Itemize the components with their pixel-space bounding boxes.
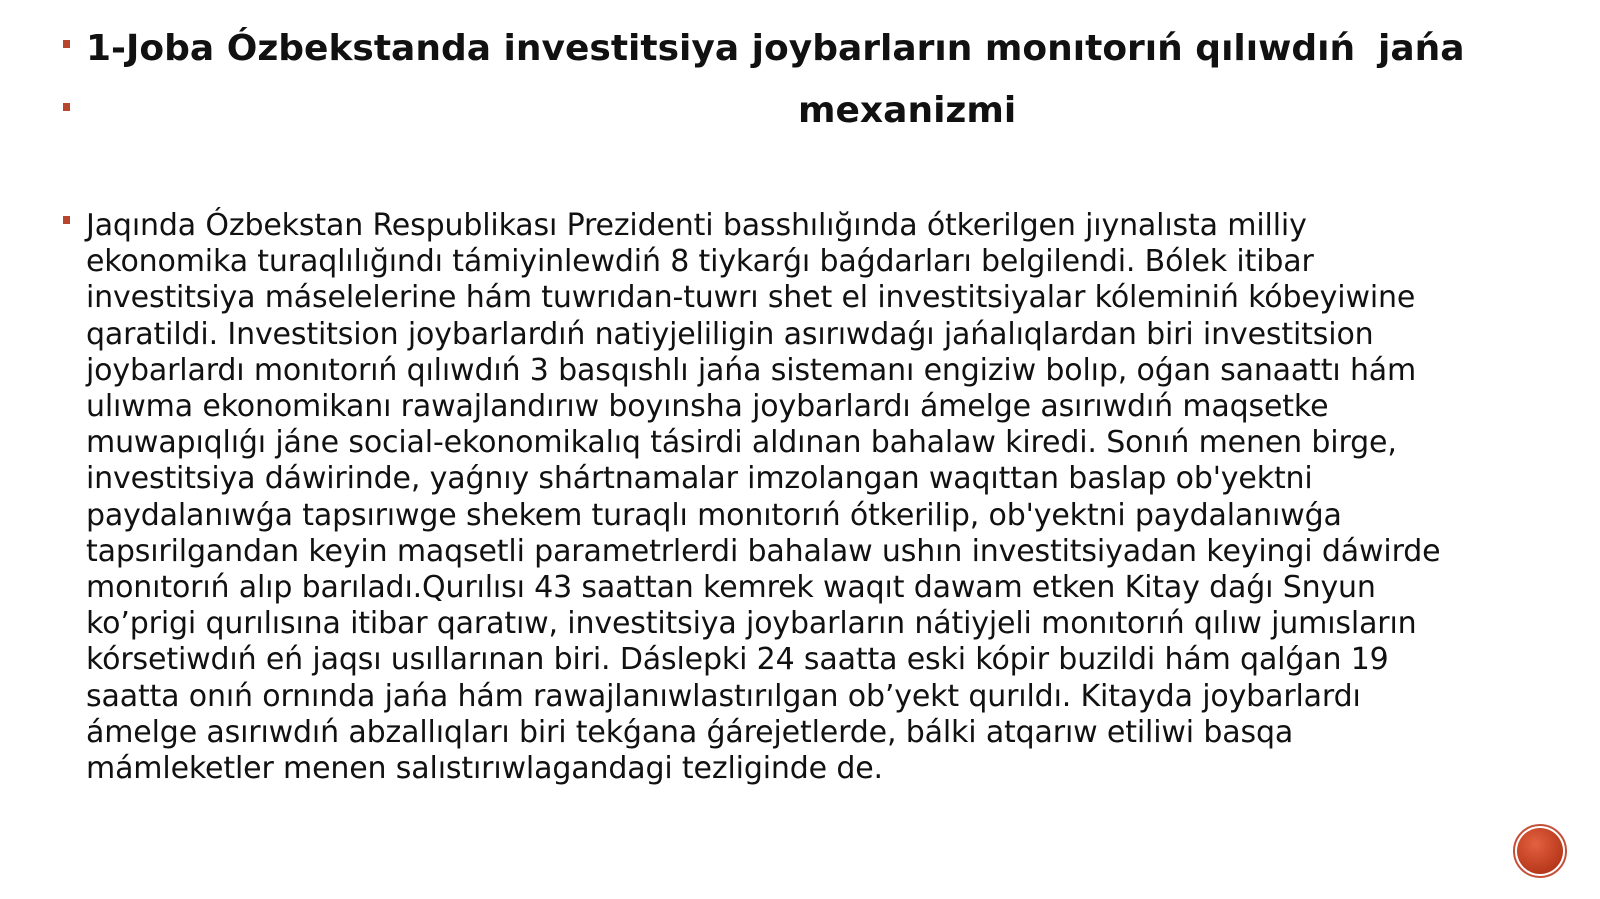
nav-circle-button[interactable] <box>1513 824 1567 878</box>
bullet-marker <box>63 103 70 111</box>
circle-button-icon <box>1517 828 1563 874</box>
bullet-marker <box>63 216 70 224</box>
slide-title-part1: 1-Joba Ózbekstanda investitsiya joybarların monıtorıń qılıwdıń <box>86 28 1356 69</box>
slide-title-part3: mexanizmi <box>798 90 1017 131</box>
slide-body-text: Jaqında Ózbekstan Respublikası Prezidenti basshılığında ótkerilgen jıynalısta milliy ekonomika turaqlılığındı támiyinlewdiń 8 tiykarǵı baǵdarları belgilendi. Bólek itibar investitsiya máselelerine hám tuwrıdan-tuwrı shet el investitsiyalar kóleminiń kóbeyiwine qaratildi. Investitsion joybarlardıń natiyjeliligin asırıwdaǵı jańalıqlardan biri investitsion joybarlardı monıtorıń qılıwdıń 3 basqıshlı jańa sistemanı engiziw bolıp, oǵan sanaattı hám ulıwma ekonomikanı rawajlandırıw boyınsha joybarlardı ámelge asırıwdıń maqsetke muwapıqlıǵı jáne social-ekonomikalıq tásirdi aldınan bahalaw kiredi. Sonıń menen birge, investitsiya dáwirinde, yaǵnıy shártnamalar imzolangan waqıttan baslap ob'yektni paydalanıwǵa tapsırıwge shekem turaqlı monıtorıń ótkerilip, ob'yektni paydalanıwǵa tapsırilgandan keyin maqsetli parametrlerdi bahalaw ushın investitsiyadan keyingi dáwirde monıtorıń alıp barıladı.Qurılısı 43 saattan kemrek waqıt dawam etken Kitay daǵı Snyun ko’prigi qurılısına itibar qaratıw, investitsiya joybarların nátiyjeli monıtorıń qılıw jumısların kórsetiwdıń eń jaqsı usıllarınan biri. Dáslepki 24 saatta eski kópir buzildi hám qalǵan 19 saatta onıń ornında jańa hám rawajlanıwlastırılgan ob’yekt qurıldı. Kitayda joybarlardı ámelge asırıwdıń abzallıqları biri tekǵana ǵárejetlerde, bálki atqarıw etiliwi basqa mámleketler menen salıstırıwlagandagi tezliginde de. <box>86 208 1441 787</box>
bullet-marker <box>63 40 70 48</box>
slide-title-part2: jańa <box>1378 28 1465 69</box>
